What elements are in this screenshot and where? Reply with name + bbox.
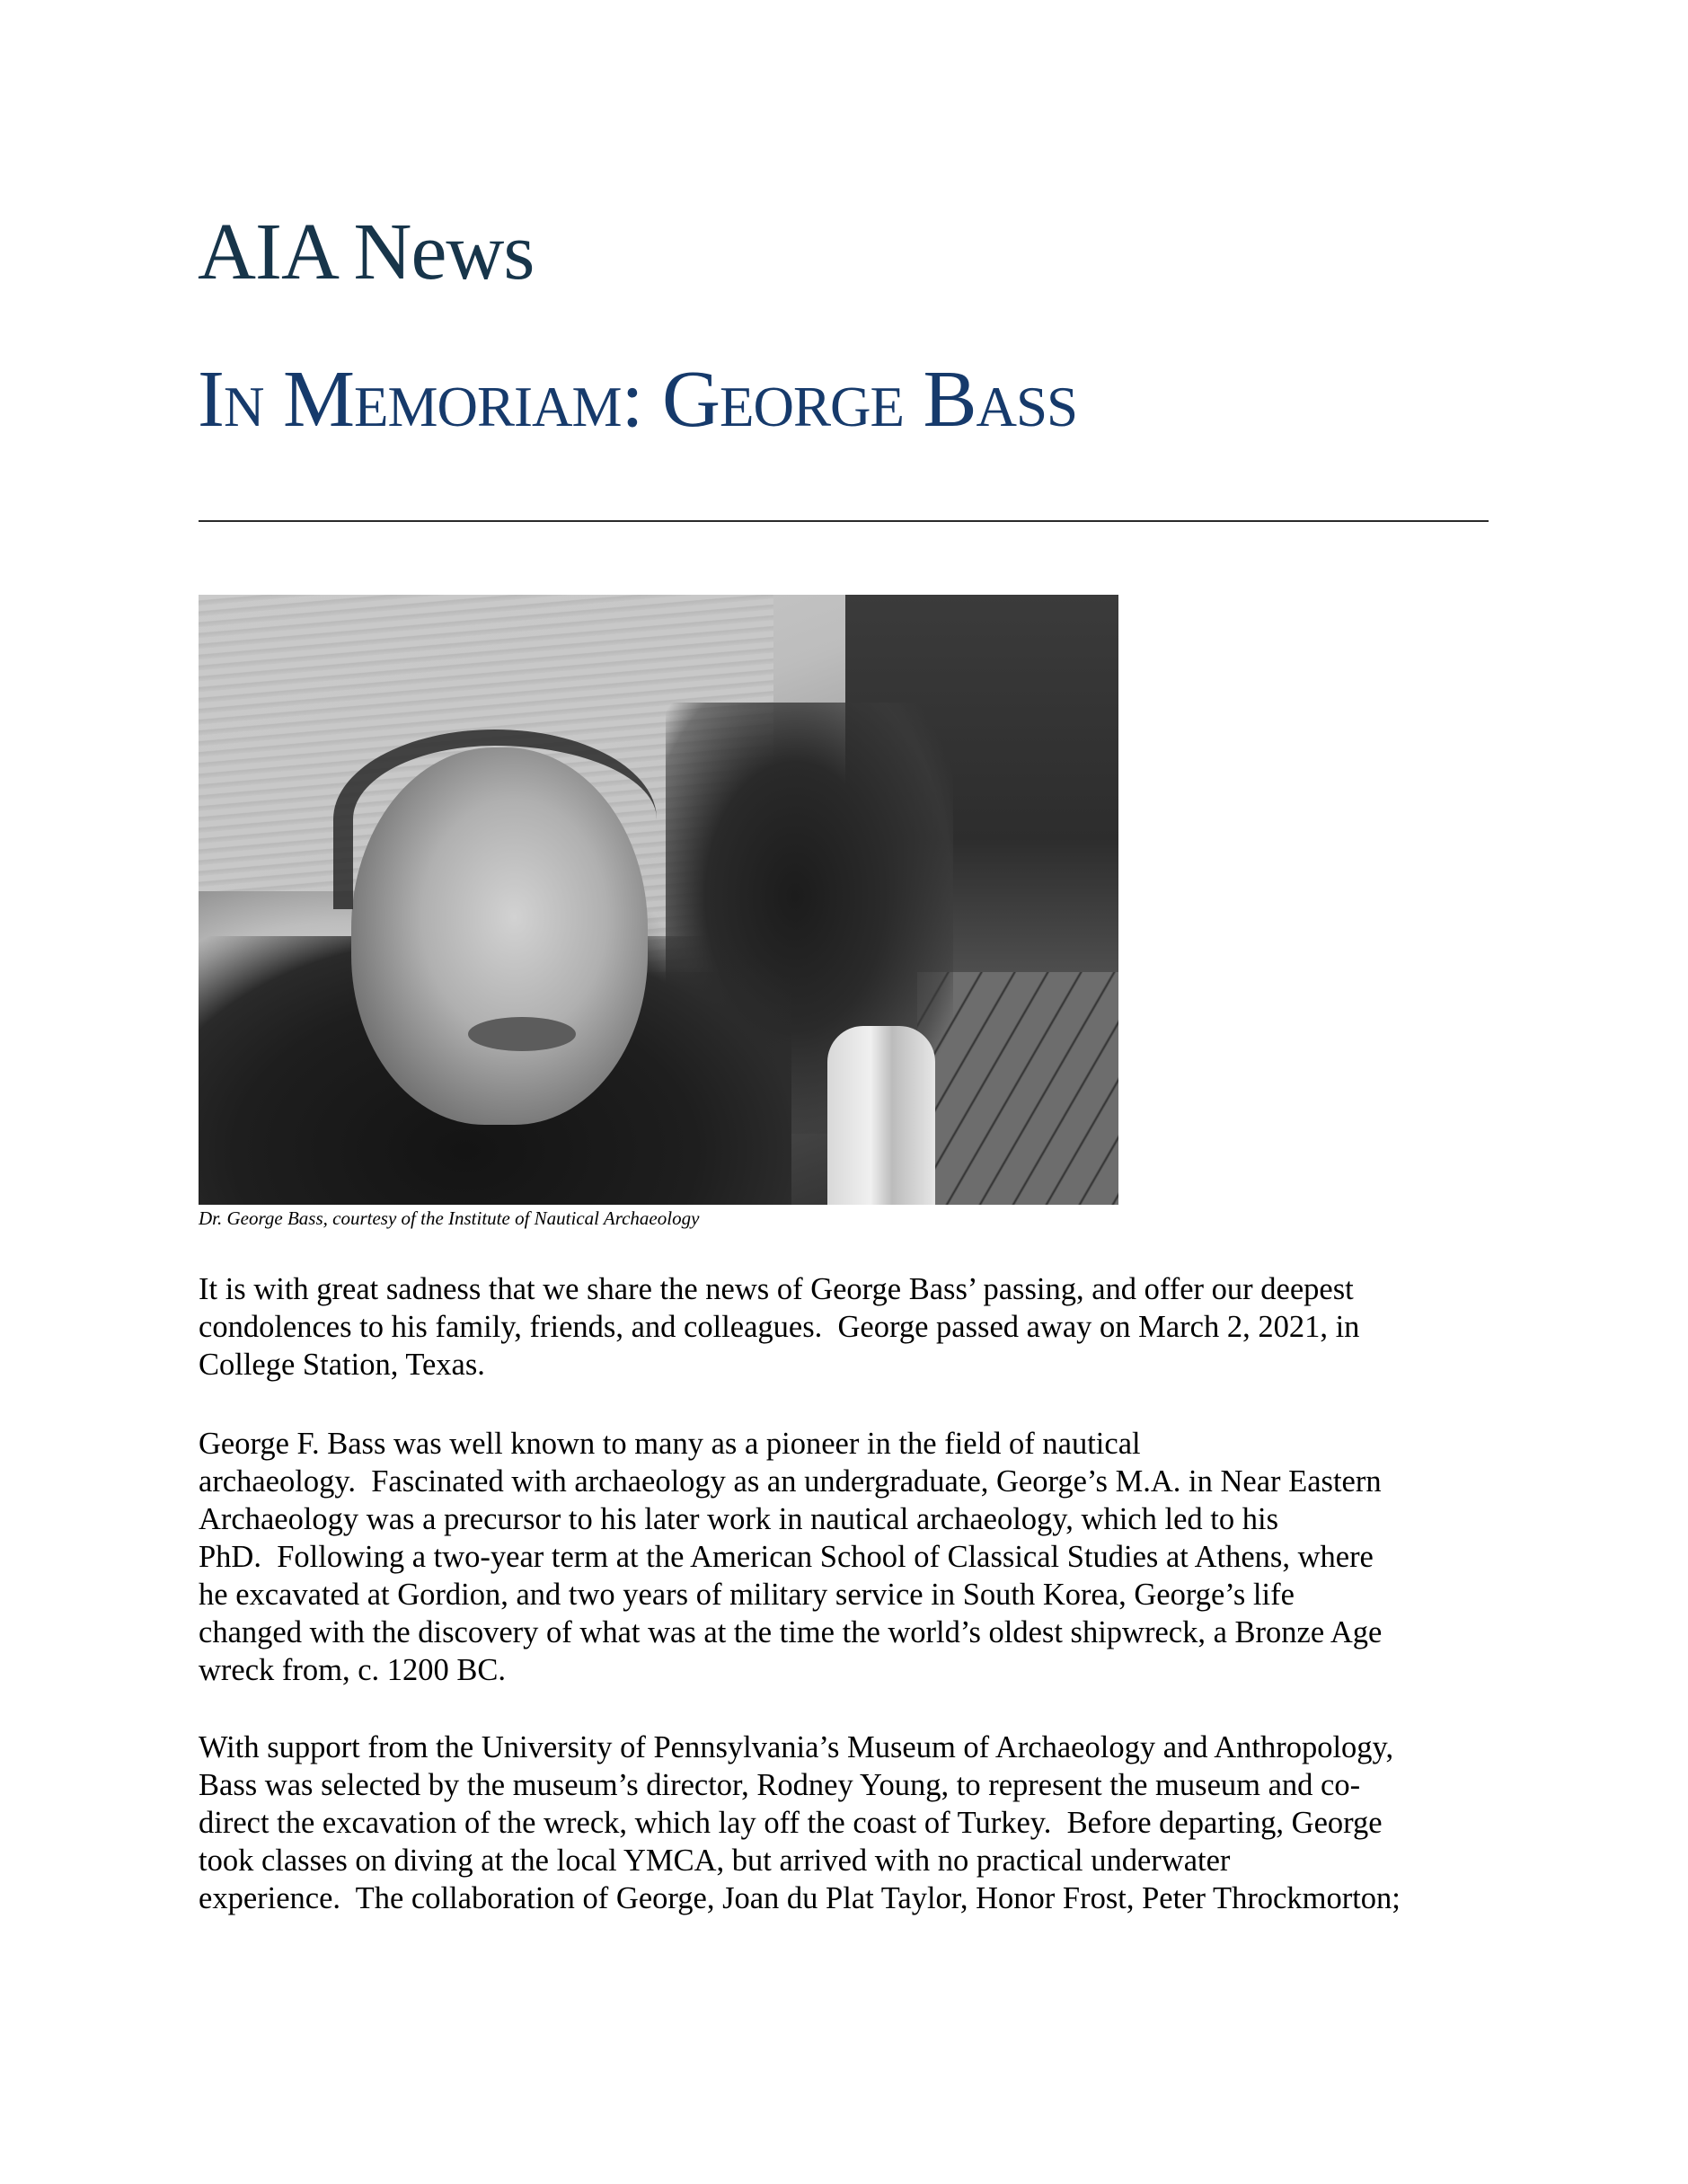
george-bass-photo (199, 595, 1118, 1205)
paragraph-line: Archaeology was a precursor to his later work in nautical archaeology, which led to his (199, 1502, 1278, 1536)
photo-scuba-tanks (827, 1026, 935, 1205)
paragraph-line: experience. The collaboration of George, Joan du Plat Taylor, Honor Frost, Peter Throckmorton; (199, 1881, 1401, 1915)
photo-caption: Dr. George Bass, courtesy of the Institute of Nautical Archaeology (199, 1207, 700, 1229)
paragraph-line: George F. Bass was well known to many as a pioneer in the field of nautical (199, 1427, 1141, 1461)
article-paragraph-2 (199, 1425, 1510, 1689)
paragraph-line: PhD. Following a two-year term at the American School of Classical Studies at Athens, where (199, 1540, 1374, 1574)
photo-hair (333, 729, 657, 909)
paragraph-line: archaeology. Fascinated with archaeology as an undergraduate, George’s M.A. in Near Eastern (199, 1464, 1382, 1499)
paragraph-line: took classes on diving at the local YMCA, but arrived with no practical underwater (199, 1844, 1231, 1878)
photo-moustache (468, 1017, 576, 1051)
paragraph-line: wreck from, c. 1200 BC. (199, 1653, 507, 1687)
paragraph-line: condolences to his family, friends, and colleagues. George passed away on March 2, 2021, in (199, 1310, 1360, 1344)
paragraph-line: With support from the University of Pennsylvania’s Museum of Archaeology and Anthropology, (199, 1730, 1394, 1764)
article-paragraph-3 (199, 1729, 1510, 1917)
article-title: In Memoriam: George Bass (198, 355, 1078, 444)
paragraph-line: he excavated at Gordion, and two years of military service in South Korea, George’s life (199, 1578, 1295, 1612)
paragraph-line: College Station, Texas. (199, 1348, 485, 1382)
paragraph-line: Bass was selected by the museum’s director, Rodney Young, to represent the museum and co- (199, 1768, 1361, 1802)
paragraph-line: It is with great sadness that we share the news of George Bass’ passing, and offer our deepest (199, 1272, 1354, 1306)
paragraph-line: changed with the discovery of what was at the time the world’s oldest shipwreck, a Bronze Age (199, 1615, 1383, 1649)
title-divider (199, 520, 1489, 522)
section-title: AIA News (198, 208, 535, 296)
article-paragraph-1 (199, 1270, 1510, 1384)
paragraph-line: direct the excavation of the wreck, which lay off the coast of Turkey. Before departing, George (199, 1806, 1383, 1840)
